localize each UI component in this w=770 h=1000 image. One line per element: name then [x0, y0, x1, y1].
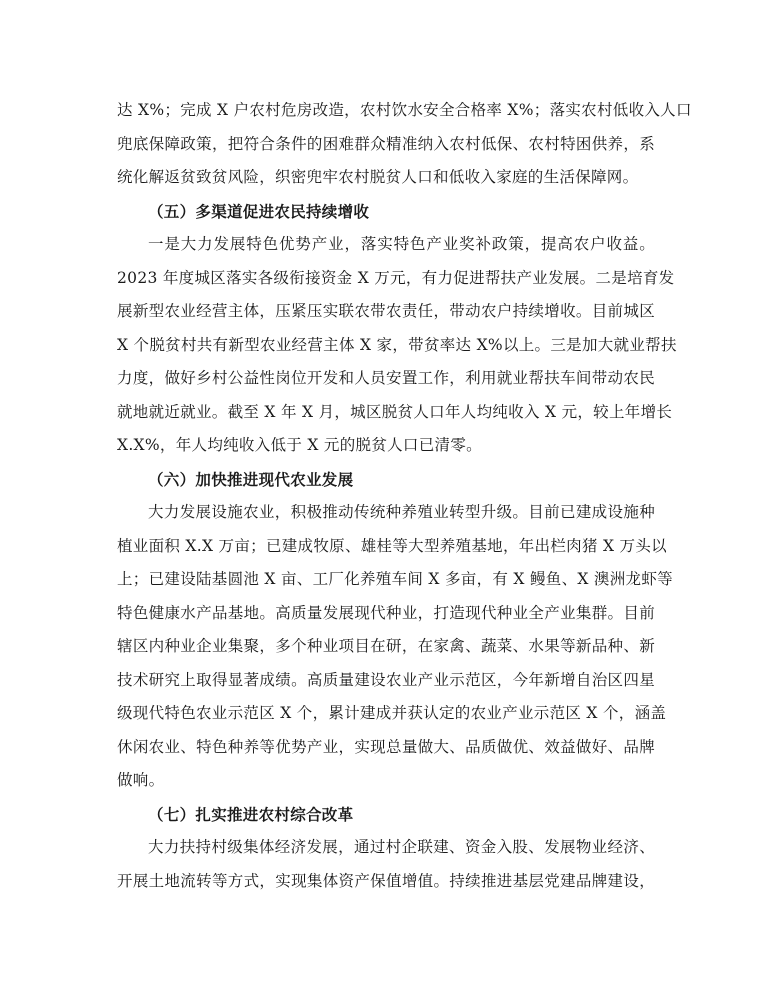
paragraph-line: 特色健康水产品基地。高质量发展现代种业，打造现代种业全产业集群。目前 [117, 603, 655, 622]
paragraph-line: 力度，做好乡村公益性岗位开发和人员安置工作，利用就业帮扶车间带动农民 [117, 369, 655, 387]
paragraph-line: 开展土地流转等方式，实现集体资产保值增值。持续推进基层党建品牌建设， [117, 871, 655, 890]
paragraph-line: 技术研究上取得显著成绩。高质量建设农业产业示范区，今年新增自治区四星 [117, 670, 655, 689]
paragraph-line: 兜底保障政策，把符合条件的困难群众精准纳入农村低保、农村特困供养，系 [117, 134, 655, 153]
paragraph-line: 辖区内种业企业集聚，多个种业项目在研，在家禽、蔬菜、水果等新品种、新 [117, 637, 655, 655]
paragraph-line: 就地就近就业。截至 X 年 X 月，城区脱贫人口年人均纯收入 X 元，较上年增长 [117, 402, 673, 421]
paragraph-line: 植业面积 X.X 万亩；已建成牧原、雄桂等大型养殖基地，年出栏肉猪 X 万头以 [117, 536, 667, 555]
paragraph-line: 级现代特色农业示范区 X 个，累计建成并获认定的农业产业示范区 X 个，涵盖 [117, 704, 667, 722]
paragraph-line: X.X%，年人均纯收入低于 X 元的脱贫人口已清零。 [117, 436, 482, 454]
paragraph-line: 达 X%；完成 X 户农村危房改造，农村饮水安全合格率 X%；落实农村低收入人口 [117, 101, 692, 119]
paragraph-line: 大力发展设施农业，积极推动传统种养殖业转型升级。目前已建成设施种 [148, 503, 655, 521]
paragraph-line: 做响。 [117, 771, 165, 789]
paragraph-line: 上；已建设陆基圆池 X 亩、工厂化养殖车间 X 多亩，有 X 鳗鱼、X 澳洲龙虾等 [117, 570, 673, 588]
paragraph-line: 展新型农业经营主体，压紧压实联农带农责任，带动农户持续增收。目前城区 [117, 302, 655, 320]
paragraph-line: 统化解返贫致贫风险，织密兜牢农村脱贫人口和低收入家庭的生活保障网。 [117, 168, 639, 186]
section-heading-6: （六）加快推进现代农业发展 [148, 469, 354, 489]
document-page [117, 94, 692, 898]
paragraph-line: 2023 年度城区落实各级衔接资金 X 万元，有力促进帮扶产业发展。二是培育发 [117, 268, 675, 287]
section-heading-5: （五）多渠道促进农民持续增收 [148, 201, 370, 221]
paragraph-line: 休闲农业、特色种养等优势产业，实现总量做大、品质做优、效益做好、品牌 [117, 737, 655, 756]
paragraph-line: 一是大力发展特色优势产业，落实特色产业奖补政策，提高农户收益。 [148, 235, 655, 253]
paragraph-line: 大力扶持村级集体经济发展，通过村企联建、资金入股、发展物业经济、 [148, 838, 655, 856]
section-heading-7: （七）扎实推进农村综合改革 [148, 804, 354, 824]
paragraph-line: X 个脱贫村共有新型农业经营主体 X 家，带贫率达 X%以上。三是加大就业帮扶 [117, 335, 677, 354]
